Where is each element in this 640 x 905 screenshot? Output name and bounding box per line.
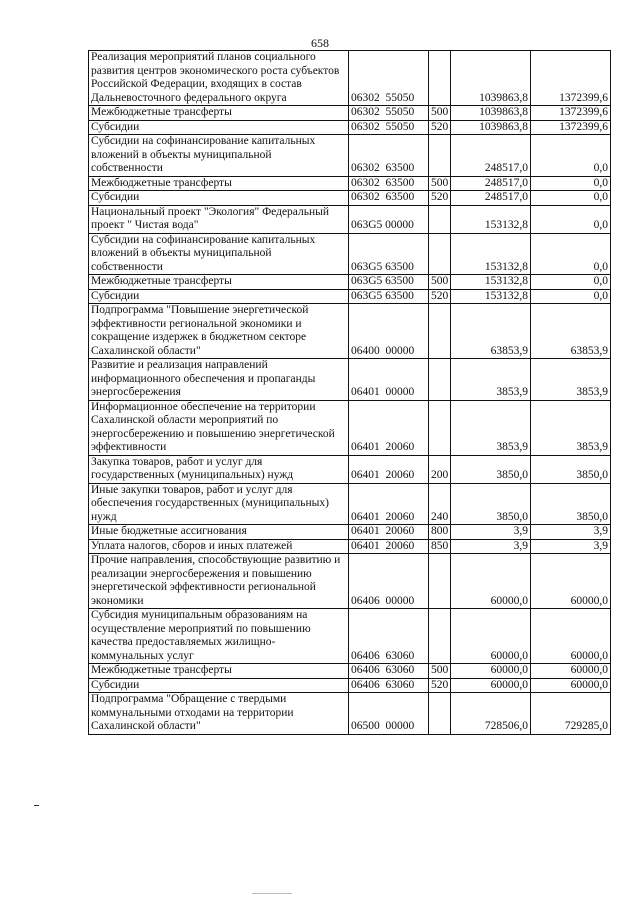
row-name-cell: Уплата налогов, сборов и иных платежей bbox=[89, 539, 349, 554]
row-value-2021-cell: 0,0 bbox=[531, 275, 611, 290]
row-code-cell: 06302 55050 bbox=[349, 106, 429, 121]
row-name-cell: Субсидии bbox=[89, 678, 349, 693]
row-value-2020-cell: 3850,0 bbox=[451, 455, 531, 483]
row-expense-type-cell: 200 bbox=[429, 455, 451, 483]
table-row bbox=[89, 400, 611, 455]
table-row bbox=[89, 554, 611, 609]
row-value-2020-cell: 1039863,8 bbox=[451, 51, 531, 106]
row-value-2021-cell: 729285,0 bbox=[531, 693, 611, 735]
table-row bbox=[89, 693, 611, 735]
row-expense-type-cell: 500 bbox=[429, 664, 451, 679]
row-value-2020-cell: 248517,0 bbox=[451, 191, 531, 206]
row-expense-type-cell bbox=[429, 359, 451, 401]
row-code-cell: 06500 00000 bbox=[349, 693, 429, 735]
row-name-cell: Субсидии bbox=[89, 120, 349, 135]
row-code-cell: 06401 20060 bbox=[349, 483, 429, 525]
row-code-cell: 063G5 63500 bbox=[349, 233, 429, 275]
row-value-2021-cell: 3,9 bbox=[531, 539, 611, 554]
row-code-cell: 06406 63060 bbox=[349, 678, 429, 693]
table-row bbox=[89, 289, 611, 304]
row-code-cell: 06401 20060 bbox=[349, 539, 429, 554]
row-value-2021-cell: 0,0 bbox=[531, 191, 611, 206]
row-expense-type-cell: 520 bbox=[429, 191, 451, 206]
row-value-2021-cell: 60000,0 bbox=[531, 609, 611, 664]
row-name-cell: Межбюджетные трансферты bbox=[89, 176, 349, 191]
table-row bbox=[89, 304, 611, 359]
row-name-cell: Иные бюджетные ассигнования bbox=[89, 525, 349, 540]
row-code-cell: 06400 00000 bbox=[349, 304, 429, 359]
row-expense-type-cell: 240 bbox=[429, 483, 451, 525]
row-name-cell: Межбюджетные трансферты bbox=[89, 106, 349, 121]
budget-table-body bbox=[89, 51, 611, 735]
row-expense-type-cell: 520 bbox=[429, 678, 451, 693]
row-value-2021-cell: 1372399,6 bbox=[531, 51, 611, 106]
row-value-2021-cell: 0,0 bbox=[531, 289, 611, 304]
table-row bbox=[89, 275, 611, 290]
row-value-2021-cell: 0,0 bbox=[531, 205, 611, 233]
budget-table bbox=[88, 50, 611, 735]
table-row bbox=[89, 525, 611, 540]
row-value-2020-cell: 3850,0 bbox=[451, 483, 531, 525]
row-value-2021-cell: 3850,0 bbox=[531, 455, 611, 483]
row-name-cell: Межбюджетные трансферты bbox=[89, 275, 349, 290]
table-row bbox=[89, 678, 611, 693]
row-value-2020-cell: 153132,8 bbox=[451, 275, 531, 290]
row-code-cell: 063G5 63500 bbox=[349, 289, 429, 304]
row-value-2021-cell: 3,9 bbox=[531, 525, 611, 540]
row-code-cell: 06302 63500 bbox=[349, 176, 429, 191]
row-name-cell: Подпрограмма "Обращение с твердыми коммунальными отходами на территории Сахалинской области" bbox=[89, 693, 349, 735]
row-value-2020-cell: 248517,0 bbox=[451, 176, 531, 191]
row-name-cell: Подпрограмма "Повышение энергетической эффективности региональной экономики и сокращение издержек в бюджетном секторе Сахалинской области" bbox=[89, 304, 349, 359]
row-code-cell: 063G5 63500 bbox=[349, 275, 429, 290]
table-row bbox=[89, 359, 611, 401]
row-expense-type-cell: 850 bbox=[429, 539, 451, 554]
row-code-cell: 06401 20060 bbox=[349, 455, 429, 483]
row-code-cell: 06401 20060 bbox=[349, 400, 429, 455]
row-code-cell: 06401 00000 bbox=[349, 359, 429, 401]
row-expense-type-cell: 500 bbox=[429, 176, 451, 191]
table-row bbox=[89, 205, 611, 233]
row-value-2020-cell: 1039863,8 bbox=[451, 120, 531, 135]
row-value-2020-cell: 3853,9 bbox=[451, 400, 531, 455]
row-expense-type-cell bbox=[429, 400, 451, 455]
row-code-cell: 06406 00000 bbox=[349, 554, 429, 609]
row-code-cell: 063G5 00000 bbox=[349, 205, 429, 233]
row-value-2020-cell: 153132,8 bbox=[451, 233, 531, 275]
row-value-2020-cell: 3,9 bbox=[451, 525, 531, 540]
row-value-2021-cell: 3853,9 bbox=[531, 359, 611, 401]
row-value-2021-cell: 1372399,6 bbox=[531, 106, 611, 121]
row-value-2021-cell: 63853,9 bbox=[531, 304, 611, 359]
row-value-2021-cell: 3850,0 bbox=[531, 483, 611, 525]
table-row bbox=[89, 609, 611, 664]
row-value-2021-cell: 3853,9 bbox=[531, 400, 611, 455]
row-name-cell: Субсидии на софинансирование капитальных вложений в объекты муниципальной собственности bbox=[89, 233, 349, 275]
table-row bbox=[89, 539, 611, 554]
table-row bbox=[89, 120, 611, 135]
row-code-cell: 06401 20060 bbox=[349, 525, 429, 540]
row-name-cell: Развитие и реализация направлений информационного обеспечения и пропаганды энергосбережения bbox=[89, 359, 349, 401]
row-code-cell: 06302 55050 bbox=[349, 51, 429, 106]
row-expense-type-cell bbox=[429, 233, 451, 275]
row-name-cell: Субсидии bbox=[89, 191, 349, 206]
row-expense-type-cell bbox=[429, 205, 451, 233]
row-code-cell: 06406 63060 bbox=[349, 609, 429, 664]
row-name-cell: Реализация мероприятий планов социального развития центров экономического роста субъектов Российской Федерации, входящих в состав Дальневосточного федерального округа bbox=[89, 51, 349, 106]
row-value-2021-cell: 0,0 bbox=[531, 176, 611, 191]
table-row bbox=[89, 483, 611, 525]
row-name-cell: Субсидии bbox=[89, 289, 349, 304]
row-expense-type-cell bbox=[429, 135, 451, 177]
table-row bbox=[89, 455, 611, 483]
table-row bbox=[89, 51, 611, 106]
table-row bbox=[89, 106, 611, 121]
row-expense-type-cell bbox=[429, 609, 451, 664]
row-expense-type-cell bbox=[429, 693, 451, 735]
margin-mark bbox=[34, 805, 39, 806]
row-value-2020-cell: 3,9 bbox=[451, 539, 531, 554]
row-value-2020-cell: 1039863,8 bbox=[451, 106, 531, 121]
row-value-2020-cell: 153132,8 bbox=[451, 205, 531, 233]
row-value-2020-cell: 60000,0 bbox=[451, 664, 531, 679]
row-expense-type-cell bbox=[429, 51, 451, 106]
row-name-cell: Иные закупки товаров, работ и услуг для обеспечения государственных (муниципальных) нужд bbox=[89, 483, 349, 525]
row-expense-type-cell: 520 bbox=[429, 289, 451, 304]
row-expense-type-cell: 800 bbox=[429, 525, 451, 540]
table-row bbox=[89, 664, 611, 679]
row-value-2020-cell: 60000,0 bbox=[451, 678, 531, 693]
page-number: 658 bbox=[311, 36, 329, 50]
row-expense-type-cell: 520 bbox=[429, 120, 451, 135]
row-value-2020-cell: 153132,8 bbox=[451, 289, 531, 304]
row-code-cell: 06406 63060 bbox=[349, 664, 429, 679]
row-value-2020-cell: 728506,0 bbox=[451, 693, 531, 735]
row-value-2020-cell: 60000,0 bbox=[451, 554, 531, 609]
row-name-cell: Информационное обеспечение на территории Сахалинской области мероприятий по энергосбережению и повышению энергетической эффективности bbox=[89, 400, 349, 455]
row-value-2021-cell: 60000,0 bbox=[531, 554, 611, 609]
table-row bbox=[89, 135, 611, 177]
table-row bbox=[89, 233, 611, 275]
row-expense-type-cell bbox=[429, 304, 451, 359]
row-name-cell: Субсидия муниципальным образованиям на осуществление мероприятий по повышению качества предоставляемых жилищно-коммунальных услуг bbox=[89, 609, 349, 664]
row-expense-type-cell: 500 bbox=[429, 106, 451, 121]
row-value-2021-cell: 0,0 bbox=[531, 233, 611, 275]
row-value-2020-cell: 63853,9 bbox=[451, 304, 531, 359]
row-name-cell: Межбюджетные трансферты bbox=[89, 664, 349, 679]
row-name-cell: Прочие направления, способствующие развитию и реализации энергосбережения и повышению энергетической эффективности региональной экономики bbox=[89, 554, 349, 609]
row-code-cell: 06302 55050 bbox=[349, 120, 429, 135]
row-value-2021-cell: 0,0 bbox=[531, 135, 611, 177]
row-name-cell: Национальный проект "Экология" Федеральный проект " Чистая вода" bbox=[89, 205, 349, 233]
row-value-2020-cell: 248517,0 bbox=[451, 135, 531, 177]
row-expense-type-cell bbox=[429, 554, 451, 609]
scan-artifact bbox=[252, 893, 292, 894]
row-value-2021-cell: 60000,0 bbox=[531, 678, 611, 693]
row-expense-type-cell: 500 bbox=[429, 275, 451, 290]
row-value-2020-cell: 60000,0 bbox=[451, 609, 531, 664]
row-value-2021-cell: 1372399,6 bbox=[531, 120, 611, 135]
row-code-cell: 06302 63500 bbox=[349, 135, 429, 177]
table-row bbox=[89, 191, 611, 206]
row-name-cell: Закупка товаров, работ и услуг для государственных (муниципальных) нужд bbox=[89, 455, 349, 483]
row-value-2020-cell: 3853,9 bbox=[451, 359, 531, 401]
row-value-2021-cell: 60000,0 bbox=[531, 664, 611, 679]
row-code-cell: 06302 63500 bbox=[349, 191, 429, 206]
row-name-cell: Субсидии на софинансирование капитальных вложений в объекты муниципальной собственности bbox=[89, 135, 349, 177]
table-row bbox=[89, 176, 611, 191]
